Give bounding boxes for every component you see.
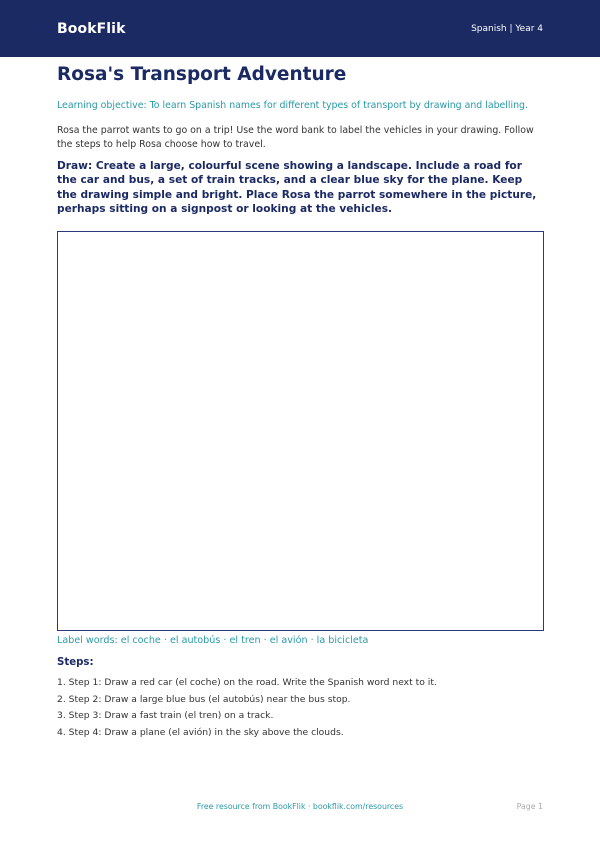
brand-logo[interactable]: BookFlik (57, 20, 126, 37)
steps-heading: Steps: (57, 657, 94, 668)
intro-text: Rosa the parrot wants to go on a trip! Use the word bank to label the vehicles in your drawing. Follow the steps to help Rosa choose how to travel. (57, 125, 534, 150)
drawing-area[interactable] (57, 231, 544, 631)
subject-year-label: Spanish | Year 4 (471, 23, 543, 34)
word-bank: Label words: el coche · el autobús · el tren · el avión · la bicicleta (57, 635, 369, 646)
step-item: 4. Step 4: Draw a plane (el avión) in the sky above the clouds. (57, 726, 344, 738)
draw-instruction: Draw: Create a large, colourful scene showing a landscape. Include a road for the car and bus, a set of train tracks, and a clear blue sky for the plane. Keep the drawing simple and bright. Place Rosa the parrot somewhere in the picture, perhaps sitting on a signpost or looking at the vehicles. (57, 160, 537, 215)
steps-list (57, 675, 547, 741)
page-header (0, 0, 600, 57)
page-number: Page 1 (516, 802, 543, 811)
footer-credit[interactable]: Free resource from BookFlik · bookflik.com/resources (196, 802, 404, 811)
step-item: 3. Step 3: Draw a fast train (el tren) on a track. (57, 710, 274, 722)
learning-objective: Learning objective: To learn Spanish names for different types of transport by drawing and labelling. (57, 100, 528, 111)
step-item: 2. Step 2: Draw a large blue bus (el autobús) near the bus stop. (57, 693, 351, 705)
step-item: 1. Step 1: Draw a red car (el coche) on the road. Write the Spanish word next to it. (57, 677, 437, 688)
page-title: Rosa's Transport Adventure (57, 64, 347, 85)
